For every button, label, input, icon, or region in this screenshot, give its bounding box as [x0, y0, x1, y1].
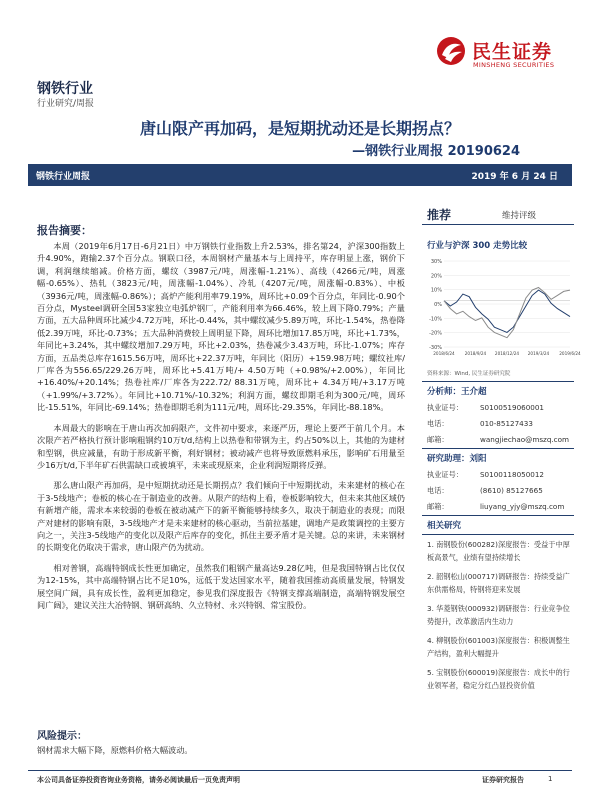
y-tick-label: -20% — [429, 330, 442, 337]
y-tick-label: 0% — [434, 302, 442, 308]
sidebar — [422, 200, 581, 695]
y-tick-label: -10% — [429, 316, 442, 323]
analyst-email — [422, 432, 574, 448]
related-heading: 相关研究 — [422, 515, 574, 535]
assistant-name: 刘阳 — [469, 454, 487, 464]
related-item[interactable]: 4. 柳钢股份(601003)深度报告：积极调整生产结构，盈利大幅提升 — [427, 636, 570, 658]
band-tag: 钢铁行业周报 — [36, 172, 91, 182]
field-key: 执业证号： — [427, 403, 463, 412]
analyst-name: 王介超 — [461, 387, 487, 397]
analyst-heading — [422, 381, 574, 400]
series-line-hs300 — [444, 288, 570, 338]
report-category: 行业研究/周报 — [37, 99, 95, 109]
analyst-phone — [422, 416, 574, 432]
assistant-heading — [422, 448, 574, 467]
x-tick-label: 2018/12/24 — [494, 351, 520, 356]
trend-chart — [422, 255, 581, 367]
report-subtitle: —钢铁行业周报 20190624 — [352, 144, 520, 159]
field-key: 邮箱： — [427, 502, 449, 511]
x-tick-label: 2019/3/24 — [527, 351, 550, 356]
summary-paragraph: 相对普钢，高端特钢成长性更加确定，虽然我们粗钢产量高达9.28亿吨，但是我国特钢占比仅仅为12-15%，其中高端特钢占比不足10%，远低于发达国家水平，随着我国推动高质量发展，特钢发展空间广阔，具有成长性，盈利更加稳定，参见我们深度报告《特钢支撑高端制造，高端特钢发展空间广阔》，建议关注大冶特钢、钢研高纳、久立特材、永兴特钢、常宝股份。 — [37, 562, 405, 610]
related-item[interactable]: 2. 韶钢松山(000717)调研报告：持续受益广东供需格局，特钢将迎来发展 — [427, 572, 570, 594]
field-value[interactable]: wangjiechao@mszq.com — [480, 435, 570, 444]
assistant-role: 研究助理： — [427, 454, 470, 464]
summary-paragraph: 本周（2019年6月17日-6月21日）中万钢铁行业指数上升2.53%，排名第24，沪深300指数上升4.90%，跑输2.37个百分点。钢联口径，本周钢材产量基本与上周持平，库存明显上涨，钢价下调，利润继续缩减。价格方面，螺纹（3987元/吨，周涨幅-1.21%）、高线（4266元/吨，周涨幅-0.65%）、热轧（3823元/吨，周涨幅-1.04%）、冷轧（4207元/吨，周涨幅-0.83%）、中板（3936元/吨，周涨幅-0.86%）；高炉产能利用率79.19%，周环比+0.09个百分点，年同比-0.90个百分点，Mysteel调研全国53家独立电弧炉钢厂，产能利用率为66.46%，较上周下降0.79%；产量方面，五大品种周环比减少4.72万吨，环比-0.44%，其中螺纹减少5.89万吨，环比-1.54%，热卷降低2.39万吨，环比-0.73%；五大品种消费较上周明显下降，周环比增加17.85万吨，环比+1.73%，年同比+3.24%，其中螺纹增加7.29万吨，环比+2.03%，热卷减少3.43万吨，环比-1.07%；库存方面，五品类总库存1615.56万吨，周环比+22.37万吨，年同比（阳历）+159.98万吨；螺纹社库/厂库各为556.65/229.26万吨，周环比+5.41万吨/+ 4.50万吨（+0.98%/+2.00%），年同比+16.40%/+20.14%；热卷社库/厂库各为222.72/ 88.31万吨，周环比+ 4.34万吨/+3.17万吨（+1.99%/+3.72%）。年同比+10.71%/-10.32%；利润方面，螺纹即期毛利为300元/吨，周环比-15.51%，年同比-69.14%；热卷即期毛利为111元/吨，周环比-29.35%，年同比-88.18%。 — [37, 241, 405, 413]
y-tick-label: 20% — [430, 273, 442, 280]
rating-label: 维持评级 — [502, 211, 537, 221]
y-tick-label: 10% — [430, 287, 442, 294]
assistant-block — [422, 448, 574, 515]
chart-source: 资料来源：Wind, 民生证券研究院 — [427, 371, 511, 377]
x-tick-label: 2018/6/24 — [433, 351, 455, 356]
related-item[interactable]: 5. 宝钢股份(600019)深度报告：成长中的行业领军者，稳定分红凸显投资价值 — [427, 668, 570, 690]
field-key: 电话： — [427, 419, 449, 428]
field-key: 电话： — [427, 486, 449, 495]
footer-brand: 证券研究报告 — [482, 776, 524, 784]
summary-paragraph: 本周最大的影响在于唐山再次加码限产，文件初中要求，来逐严历，理论上要严于前几个月。本次限产若严格执行预计影响粗钢约10万t/d,结构上以热卷和带钢为主，约占50%以上，其他的为建材和型钢，供应减量，有助于形成新平衡，利好钢材；被动减产也将导致原燃料承压，影响矿石用量至少16万t/d,下半年矿石供需缺口或被填平，未来或现原来，企业利润短期将反弹。 — [37, 422, 405, 470]
report-date: 2019 年 6 月 24 日 — [471, 172, 558, 182]
field-value: S0100118050012 — [480, 470, 545, 479]
minsheng-logo-icon — [436, 36, 466, 66]
recommendation-label: 推荐 — [427, 208, 452, 222]
header-band — [28, 164, 572, 186]
summary-body — [37, 240, 405, 619]
summary-heading: 报告摘要： — [37, 224, 92, 237]
related-item[interactable]: 3. 华菱钢铁(000932)调研报告：行业竞争位势提升，改革激活内生动力 — [427, 604, 570, 626]
risk-text: 钢材需求大幅下降，原燃料价格大幅波动。 — [37, 745, 193, 755]
assistant-email — [422, 499, 574, 515]
assistant-license — [422, 467, 574, 483]
field-value[interactable]: liuyang_yjy@mszq.com — [480, 502, 565, 511]
recommendation-row — [422, 200, 574, 224]
logo-name-en: MINSHENG SECURITIES — [473, 61, 555, 69]
summary-paragraph: 那么唐山限产再加码，是中短期扰动还是长期拐点？我们倾向于中短期扰动，未来建材的核心在于3-5线地产；卷板的核心在于制造业的改善。从限产的结构上看，卷板影响较大，但未来其他区域仍有新增产能，需求本来较弱的卷板在被动减产下的新平衡能够持续多久，取决于制造业的表现；而限产对建材的影响有限，3-5线地产才是未来建材的核心驱动，当前拉基建，调地产是政策调控的主要方向之一，关注3-5线地产的变化以及限产后库存的变化，抓住主要矛盾才是关键。总的来讲，未来钢材的长期变化仍取决于需求，唐山限产仍为扰动。 — [37, 480, 405, 553]
field-value: S0100519060001 — [480, 403, 545, 412]
x-tick-label: 2019/6/24 — [559, 351, 581, 356]
field-value: (8610) 85127665 — [480, 486, 543, 495]
industry-label: 钢铁行业 — [37, 81, 93, 97]
footer-disclaimer: 本公司具备证券投资咨询业务资格，请务必阅读最后一页免责声明 — [37, 776, 240, 784]
assistant-phone — [422, 483, 574, 499]
field-key: 邮箱： — [427, 435, 449, 444]
analyst-role: 分析师： — [427, 387, 462, 397]
page-number: 1 — [548, 775, 553, 783]
analyst-license — [422, 400, 574, 416]
report-title: 唐山限产再加码，是短期扰动还是长期拐点？ — [139, 119, 460, 138]
analyst-block — [422, 381, 574, 448]
brand-logo — [436, 36, 576, 70]
logo-name-cn: 民生证券 — [472, 41, 553, 63]
trend-chart-svg — [422, 255, 581, 367]
chart-title: 行业与沪深 300 走势比较 — [427, 241, 528, 251]
field-key: 执业证号： — [427, 470, 463, 479]
y-tick-label: 30% — [430, 259, 442, 265]
related-item[interactable]: 1. 南钢股份(600282)深度报告：受益于中厚板高景气，业绩有望持续增长 — [427, 540, 570, 562]
risk-heading: 风险提示： — [37, 731, 87, 742]
field-value: 010-85127433 — [480, 419, 533, 428]
y-tick-label: -30% — [429, 345, 442, 351]
x-tick-label: 2018/9/24 — [464, 351, 487, 356]
related-list — [422, 535, 574, 695]
footer-divider — [28, 770, 572, 771]
